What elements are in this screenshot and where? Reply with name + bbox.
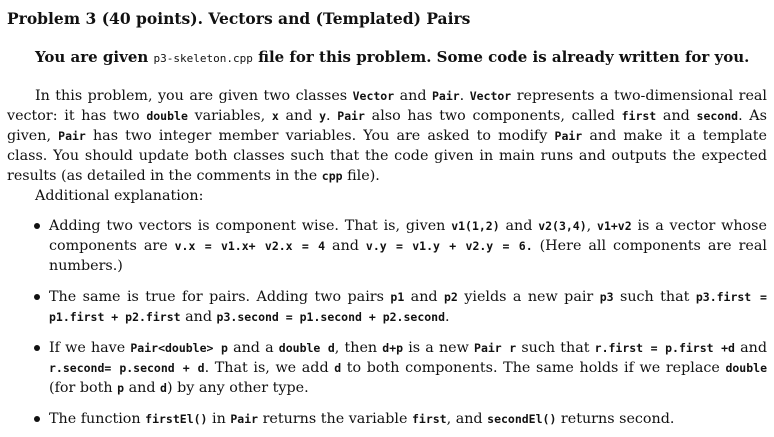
item-text: , then bbox=[334, 340, 383, 356]
intro-text: has two integer member variables. You are asked to modify bbox=[85, 128, 555, 144]
item-text: and bbox=[404, 289, 444, 305]
list-item bbox=[7, 216, 767, 276]
code-span: d bbox=[334, 361, 342, 375]
code-span: v.y = v1.y + v2.y = 6. bbox=[365, 239, 533, 253]
code-cpp: cpp bbox=[321, 169, 343, 183]
item-text: is a vector whose components are bbox=[49, 218, 767, 254]
code-span: p3 bbox=[599, 290, 614, 304]
list-item bbox=[7, 338, 767, 398]
code-span: v1(1,2) bbox=[451, 219, 500, 233]
list-item bbox=[7, 409, 767, 429]
intro-text: and bbox=[278, 108, 320, 124]
code-span: Pair bbox=[230, 412, 259, 426]
code-span: v2(3,4) bbox=[538, 219, 587, 233]
code-span: v.x = v1.x+ v2.x = 4 bbox=[174, 239, 326, 253]
code-pair: Pair bbox=[554, 129, 583, 143]
item-text: yields a new pair bbox=[457, 289, 600, 305]
item-text: and bbox=[734, 340, 767, 356]
code-span: double d bbox=[278, 341, 335, 355]
intro-text: also has two components, called bbox=[364, 108, 622, 124]
intro-text: and make it a template class. You should update both classes such that the code given in main runs and outputs the expected results (as detailed in the comments in the bbox=[7, 128, 767, 184]
item-text: to both components. The same holds if we replace bbox=[341, 360, 726, 376]
code-first: first bbox=[621, 109, 657, 123]
intro-text: and bbox=[394, 88, 432, 104]
code-x: x bbox=[271, 109, 279, 123]
code-span: p3.first = p1.first + p2.first bbox=[49, 290, 767, 324]
given-text-before: You are given bbox=[35, 48, 154, 66]
item-text: (Here all components are real numbers.) bbox=[49, 238, 767, 274]
code-y: y bbox=[319, 109, 327, 123]
intro-text: . bbox=[326, 108, 338, 124]
code-span: d bbox=[160, 381, 167, 395]
code-span: double bbox=[725, 361, 767, 375]
list-item bbox=[7, 287, 767, 327]
item-text: returns second. bbox=[556, 411, 675, 427]
code-span: r.second= p.second + d bbox=[49, 361, 205, 375]
explanation-list bbox=[7, 216, 766, 429]
code-pair: Pair bbox=[337, 109, 365, 123]
intro-paragraph bbox=[7, 86, 767, 186]
item-text: and bbox=[180, 309, 217, 325]
item-text: If we have bbox=[49, 340, 131, 356]
additional-explanation-heading: Additional explanation: bbox=[35, 188, 204, 204]
code-span: secondEl() bbox=[487, 412, 557, 426]
item-text: . That is, we add bbox=[204, 360, 335, 376]
bullet-icon bbox=[34, 223, 40, 229]
code-span: first bbox=[411, 412, 447, 426]
intro-text: In this problem, you are given two classes bbox=[35, 88, 353, 104]
item-text: and a bbox=[227, 340, 279, 356]
code-span: r.first = p.first +d bbox=[594, 341, 735, 355]
item-text: (for both bbox=[49, 380, 118, 396]
item-text: , bbox=[586, 218, 598, 234]
intro-text: and bbox=[656, 108, 697, 124]
problem-title: Problem 3 (40 points). Vectors and (Templated) Pairs bbox=[7, 9, 471, 28]
intro-text: . bbox=[459, 88, 470, 104]
item-text: ) by any other type. bbox=[166, 380, 309, 396]
code-span: d+p bbox=[382, 341, 404, 355]
intro-text: represents a two-dimensional real vector: it has two bbox=[7, 88, 767, 124]
code-pair: Pair bbox=[431, 89, 460, 103]
bullet-icon bbox=[34, 345, 40, 351]
item-text: . bbox=[445, 309, 450, 325]
code-span: firstEl() bbox=[145, 412, 208, 426]
item-text: and bbox=[325, 238, 366, 254]
code-second: second bbox=[696, 109, 739, 123]
code-double: double bbox=[146, 109, 188, 123]
item-text: returns the variable bbox=[258, 411, 412, 427]
item-text: and bbox=[124, 380, 161, 396]
item-text: such that bbox=[516, 340, 595, 356]
item-text: The function bbox=[49, 411, 146, 427]
code-vector: Vector bbox=[352, 89, 395, 103]
code-pair: Pair bbox=[58, 129, 86, 143]
skeleton-filename: p3-skeleton.cpp bbox=[153, 52, 253, 65]
item-text: is a new bbox=[403, 340, 475, 356]
code-span: Pair<double> p bbox=[130, 341, 228, 355]
code-span: Pair r bbox=[474, 341, 517, 355]
item-text: , and bbox=[446, 411, 488, 427]
item-text: The same is true for pairs. Adding two pairs bbox=[49, 289, 391, 305]
given-text-after: file for this problem. Some code is already written for you. bbox=[252, 48, 750, 66]
code-span: p bbox=[117, 381, 125, 395]
code-span: v1+v2 bbox=[597, 219, 632, 233]
bullet-icon bbox=[34, 416, 40, 422]
code-span: p3.second = p1.second + p2.second bbox=[216, 310, 446, 324]
item-text: in bbox=[207, 411, 231, 427]
intro-text: variables, bbox=[187, 108, 272, 124]
code-span: p1 bbox=[390, 290, 405, 304]
intro-text: . As given, bbox=[7, 108, 767, 144]
code-span: p2 bbox=[444, 290, 458, 304]
item-text: Adding two vectors is component wise. That is, given bbox=[49, 218, 452, 234]
code-vector: Vector bbox=[469, 89, 512, 103]
bullet-icon bbox=[34, 294, 40, 300]
item-text: and bbox=[499, 218, 539, 234]
given-file-statement bbox=[35, 47, 766, 69]
intro-text: file). bbox=[342, 168, 380, 184]
item-text: such that bbox=[613, 289, 696, 305]
